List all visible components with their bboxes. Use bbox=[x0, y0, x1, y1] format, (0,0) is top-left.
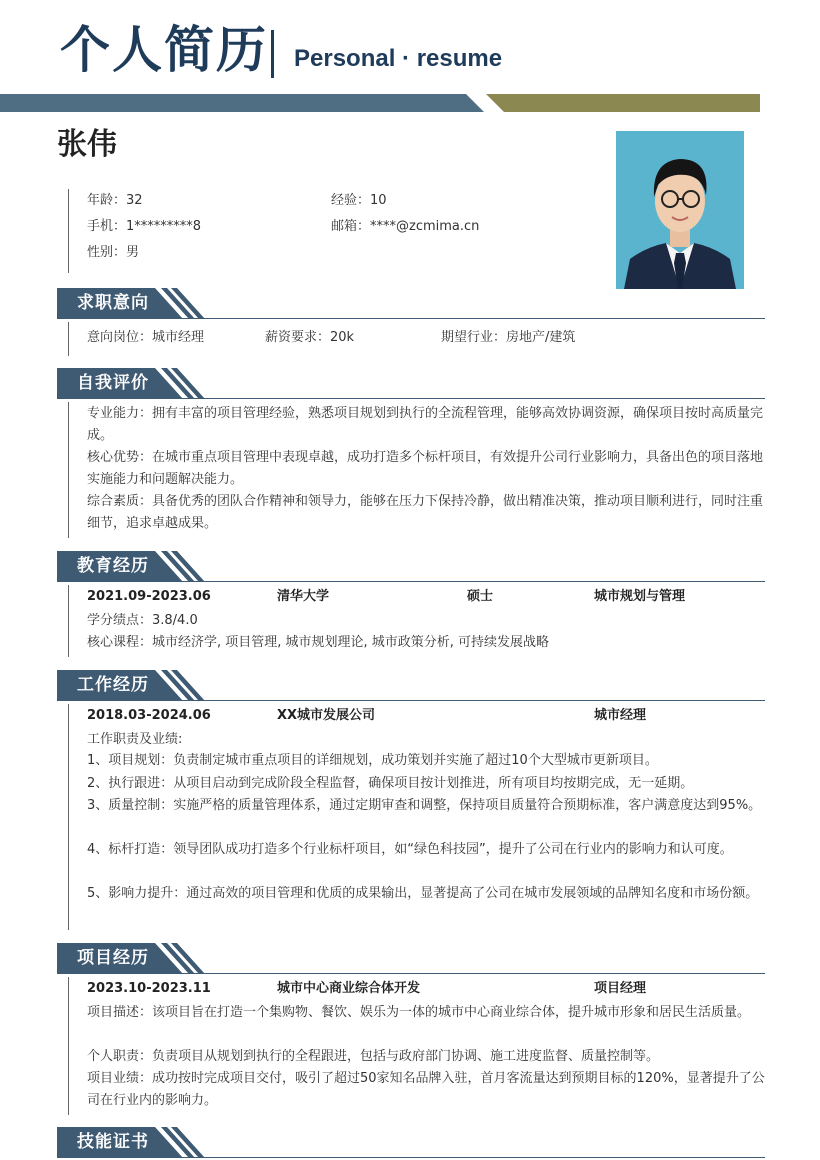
candidate-name: 张伟 bbox=[57, 127, 117, 162]
section-rule bbox=[57, 398, 765, 399]
age-label: 年龄： bbox=[87, 193, 127, 208]
work-intro: 工作职责及业绩: bbox=[87, 732, 183, 747]
self-eval-ability: 专业能力：拥有丰富的项目管理经验，熟悉项目规划到执行的全流程管理，能够高效协调资源，确保项目按时高质量完成。 bbox=[87, 406, 764, 443]
email-row bbox=[331, 218, 479, 236]
section-heading-intent bbox=[57, 288, 765, 320]
intent-position: 意向岗位：城市经理 bbox=[87, 330, 205, 345]
work-period: 2018.03-2024.06 bbox=[87, 708, 211, 723]
experience-label: 经验： bbox=[331, 193, 371, 208]
section-title: 技能证书 bbox=[77, 1132, 149, 1152]
work-duty-2: 2、执行跟进：从项目启动到完成阶段全程监督，确保项目按计划推进，所有项目均按期完成，无一延期。 bbox=[87, 776, 694, 791]
education-gpa: 学分绩点：3.8/4.0 bbox=[87, 613, 198, 628]
project-description: 项目描述：该项目旨在打造一个集购物、餐饮、娱乐为一体的城市中心商业综合体，提升城市形象和居民生活质量。 bbox=[87, 1005, 751, 1020]
project-period: 2023.10-2023.11 bbox=[87, 981, 211, 996]
education-major: 城市规划与管理 bbox=[594, 589, 686, 604]
section-heading-project bbox=[57, 943, 765, 975]
resume-title: 个人简历 bbox=[60, 21, 268, 79]
section-rule bbox=[57, 1157, 765, 1158]
section-heading-education bbox=[57, 551, 765, 583]
section-rule bbox=[57, 700, 765, 701]
project-result: 项目业绩：成功按时完成项目交付，吸引了超过50家知名品牌入驻，首月客流量达到预期目标的120%，显著提升了公司在行业内的影响力。 bbox=[87, 1071, 765, 1108]
age-value: 32 bbox=[126, 193, 143, 208]
work-duty-5: 5、影响力提升：通过高效的项目管理和优质的成果输出，显著提高了公司在城市发展领域的品牌知名度和市场份额。 bbox=[87, 886, 759, 901]
phone-label: 手机： bbox=[87, 219, 127, 234]
title-divider bbox=[271, 30, 274, 78]
intent-industry: 期望行业：房地产/建筑 bbox=[441, 330, 576, 345]
work-company: XX城市发展公司 bbox=[277, 708, 376, 723]
resume-subtitle: Personal · resume bbox=[294, 45, 503, 72]
age-row bbox=[87, 192, 143, 210]
gender-row bbox=[87, 244, 139, 262]
section-accent-line bbox=[68, 322, 69, 356]
section-heading-self-eval bbox=[57, 368, 765, 400]
section-rule bbox=[57, 973, 765, 974]
education-degree: 硕士 bbox=[467, 589, 494, 604]
profile-photo bbox=[616, 131, 744, 289]
phone-value: 1*********8 bbox=[126, 219, 202, 234]
intent-salary: 薪资要求：20k bbox=[265, 330, 355, 345]
section-heading-skills bbox=[57, 1127, 765, 1159]
gender-label: 性别： bbox=[87, 245, 127, 260]
phone-row bbox=[87, 218, 201, 236]
experience-value: 10 bbox=[370, 193, 387, 208]
header-color-band bbox=[0, 94, 820, 112]
section-title: 工作经历 bbox=[77, 675, 149, 695]
experience-row bbox=[331, 192, 387, 210]
gender-value: 男 bbox=[126, 245, 140, 260]
education-period: 2021.09-2023.06 bbox=[87, 589, 211, 604]
section-accent-line bbox=[68, 704, 69, 930]
self-eval-quality: 综合素质：具备优秀的团队合作精神和领导力，能够在压力下保持冷静，做出精准决策，推动项目顺利进行，同时注重细节，追求卓越成果。 bbox=[87, 494, 764, 531]
self-eval-advantage: 核心优势：在城市重点项目管理中表现卓越，成功打造多个标杆项目，有效提升公司行业影响力，具备出色的项目落地实施能力和问题解决能力。 bbox=[87, 450, 764, 487]
work-duty-3: 3、质量控制：实施严格的质量管理体系，通过定期审查和调整，保持项目质量符合预期标准，客户满意度达到95%。 bbox=[87, 798, 762, 813]
project-role: 项目经理 bbox=[594, 981, 647, 996]
info-accent-line bbox=[68, 189, 69, 273]
work-role: 城市经理 bbox=[594, 708, 647, 723]
section-title: 求职意向 bbox=[77, 293, 149, 313]
section-heading-work bbox=[57, 670, 765, 702]
education-school: 清华大学 bbox=[277, 589, 330, 604]
section-rule bbox=[57, 581, 765, 582]
section-rule bbox=[57, 318, 765, 319]
project-name: 城市中心商业综合体开发 bbox=[277, 981, 421, 996]
section-accent-line bbox=[68, 977, 69, 1115]
email-label: 邮箱： bbox=[331, 219, 371, 234]
section-accent-line bbox=[68, 402, 69, 538]
section-accent-line bbox=[68, 585, 69, 657]
work-duty-1: 1、项目规划：负责制定城市重点项目的详细规划，成功策划并实施了超过10个大型城市更新项目。 bbox=[87, 753, 658, 768]
section-title: 自我评价 bbox=[77, 373, 149, 393]
section-title: 项目经历 bbox=[77, 948, 149, 968]
email-value: ****@zcmima.cn bbox=[370, 219, 480, 234]
education-courses: 核心课程：城市经济学, 项目管理, 城市规划理论, 城市政策分析, 可持续发展战略 bbox=[87, 635, 550, 650]
section-title: 教育经历 bbox=[77, 556, 149, 576]
project-duty: 个人职责：负责项目从规划到执行的全程跟进，包括与政府部门协调、施工进度监督、质量控制等。 bbox=[87, 1049, 660, 1064]
work-duty-4: 4、标杆打造：领导团队成功打造多个行业标杆项目，如“绿色科技园”，提升了公司在行业内的影响力和认可度。 bbox=[87, 842, 733, 857]
